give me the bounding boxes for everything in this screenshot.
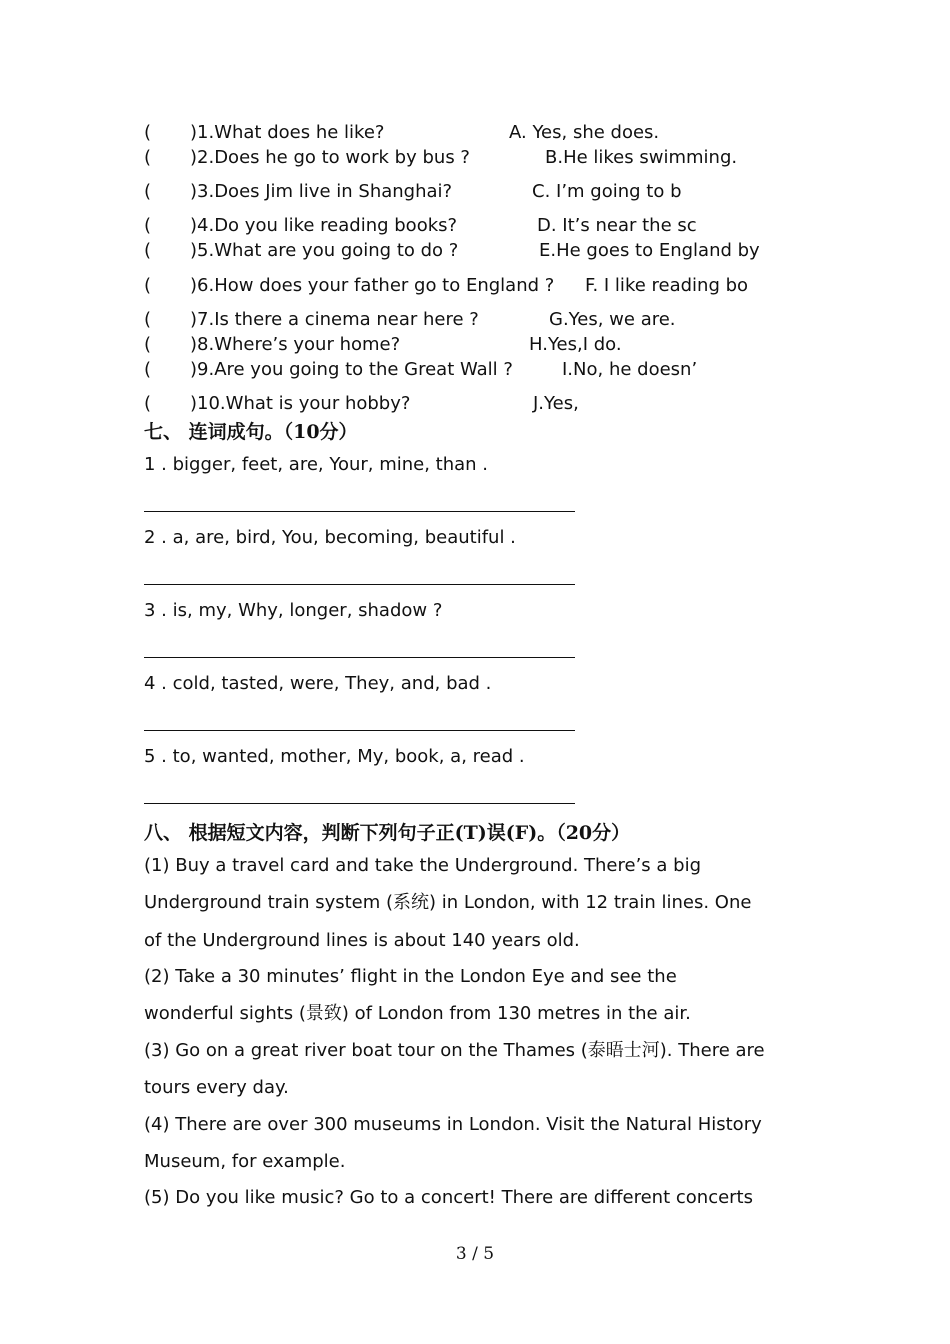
answer-blank[interactable] (144, 657, 575, 658)
match-answer: D. It’s near the sc (537, 215, 697, 236)
match-question: )5.What are you going to do ? (190, 240, 459, 261)
passage-line: tours every day. (144, 1077, 289, 1098)
passage-line: of the Underground lines is about 140 years old. (144, 930, 580, 951)
match-answer: E.He goes to England by (539, 240, 760, 261)
match-answer: I.No, he doesn’ (562, 359, 698, 380)
match-question: )9.Are you going to the Great Wall ? (190, 359, 513, 380)
passage-line: (2) Take a 30 minutes’ flight in the London Eye and see the (144, 966, 677, 987)
passage-line: Underground train system (系统) in London, with 12 train lines. One (144, 892, 752, 913)
match-question: )3.Does Jim live in Shanghai? (190, 181, 453, 202)
passage-line: Museum, for example. (144, 1151, 346, 1172)
match-question: )4.Do you like reading books? (190, 215, 458, 236)
answer-blank[interactable] (144, 511, 575, 512)
answer-blank[interactable] (144, 803, 575, 804)
answer-blank[interactable] (144, 584, 575, 585)
page-number: 3 / 5 (455, 1244, 495, 1264)
match-question: )6.How does your father go to England ? (190, 275, 555, 296)
match-answer: B.He likes swimming. (545, 147, 738, 168)
match-answer: G.Yes, we are. (549, 309, 676, 330)
passage-line: (4) There are over 300 museums in London. Visit the Natural History (144, 1114, 762, 1135)
sentence-item: 4 . cold, tasted, were, They, and, bad . (144, 673, 492, 694)
passage-line: (1) Buy a travel card and take the Underground. There’s a big (144, 855, 701, 876)
sentence-item: 3 . is, my, Why, longer, shadow ? (144, 600, 443, 621)
sentence-item: 2 . a, are, bird, You, becoming, beautiful . (144, 527, 516, 548)
sentence-item: 5 . to, wanted, mother, My, book, a, read . (144, 746, 525, 767)
passage-line: (5) Do you like music? Go to a concert! There are different concerts (144, 1187, 753, 1208)
match-question: )2.Does he go to work by bus ? (190, 147, 470, 168)
match-question: )1.What does he like? (190, 122, 385, 143)
section-8-heading: 八、 根据短文内容，判断下列句子正(T)误(F)。（20分） (144, 822, 631, 844)
sentence-item: 1 . bigger, feet, are, Your, mine, than . (144, 454, 489, 475)
match-answer: C. I’m going to b (532, 181, 682, 202)
passage-line: wonderful sights (景致) of London from 130 metres in the air. (144, 1003, 691, 1024)
match-answer: H.Yes,I do. (529, 334, 622, 355)
match-question: )8.Where’s your home? (190, 334, 401, 355)
answer-blank[interactable] (144, 730, 575, 731)
match-question: )10.What is your hobby? (190, 393, 411, 414)
match-answer: A. Yes, she does. (509, 122, 660, 143)
match-answer: J.Yes, (533, 393, 579, 414)
match-question: )7.Is there a cinema near here ? (190, 309, 479, 330)
passage-line: (3) Go on a great river boat tour on the Thames (泰晤士河). There are (144, 1040, 765, 1061)
match-answer: F. I like reading bo (585, 275, 749, 296)
section-7-heading: 七、 连词成句。（10分） (144, 421, 358, 443)
